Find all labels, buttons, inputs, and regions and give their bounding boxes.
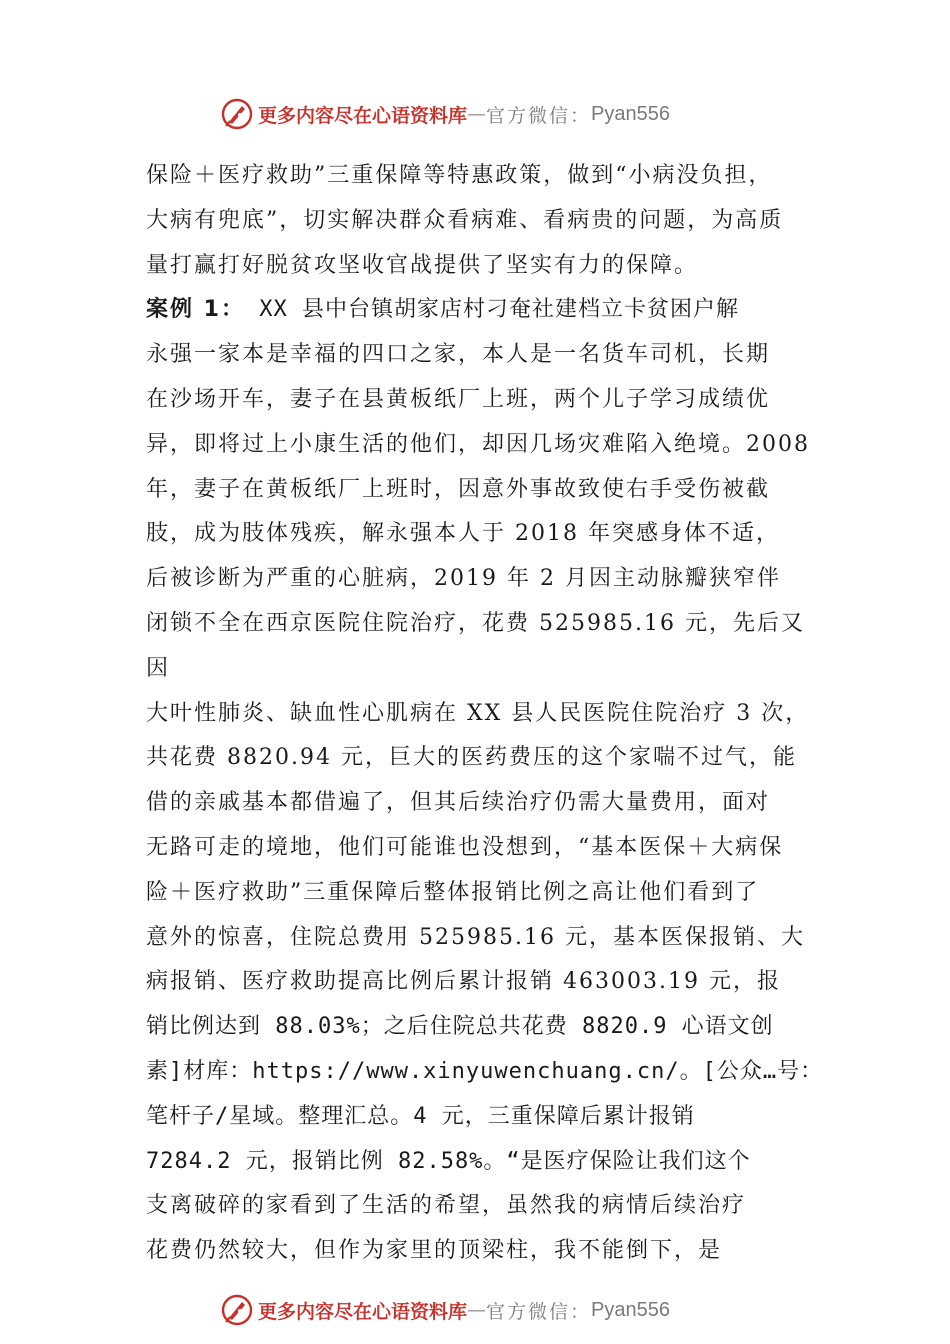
quill-pen-logo-icon xyxy=(220,97,254,131)
header-banner xyxy=(0,94,950,134)
paragraph-line: 量打赢打好脱贫攻坚收官战提供了坚实有力的保障。 xyxy=(146,252,699,278)
banner-red-text: 更多内容尽在心语资料库 xyxy=(258,1300,468,1323)
case-heading xyxy=(146,288,826,333)
case-line: 素]材库：https://www.xinyuwenchuang.cn/。[公众…号： xyxy=(146,1058,824,1084)
case-line: 病报销、医疗救助提高比例后累计报销 463003.19 元，报 xyxy=(146,969,781,995)
document-body xyxy=(146,154,826,1274)
case-line: 大叶性肺炎、缺血性心肌病在 XX 县人民医院住院治疗 3 次， xyxy=(146,700,810,726)
case-line: 笔杆子/星域。整理汇总。4 元，三重保障后累计报销 xyxy=(146,1103,695,1129)
banner-red-text: 更多内容尽在心语资料库 xyxy=(258,104,468,127)
case-line: 永强一家本是幸福的四口之家，本人是一名货车司机，长期 xyxy=(146,342,771,368)
case-line: 年，妻子在黄板纸厂上班时，因意外事故致使右手受伤被截 xyxy=(146,476,771,502)
case-line: 异，即将过上小康生活的他们，却因几场灾难陷入绝境。2008 xyxy=(146,431,810,457)
quill-pen-logo-icon xyxy=(220,1293,254,1327)
paragraph-line: 大病有兜底”，切实解决群众看病难、看病贵的问题，为高质 xyxy=(146,207,784,233)
case-line: 险＋医疗救助”三重保障后整体报销比例之高让他们看到了 xyxy=(146,879,760,905)
case-title: XX 县中台镇胡家店村刁奄社建档立卡贫困户解 xyxy=(244,297,739,323)
case-line: 因 xyxy=(146,655,171,681)
paragraph-line: 保险＋医疗救助”三重保障等特惠政策，做到“小病没负担， xyxy=(146,163,773,188)
case-line: 意外的惊喜，住院总费用 525985.16 元，基本医保报销、大 xyxy=(146,924,805,950)
banner-dash: — xyxy=(467,103,487,125)
case-line: 无路可走的境地，他们可能谁也没想到，“基本医保＋大病保 xyxy=(146,834,784,860)
banner-wechat-id: Pyan556 xyxy=(591,1298,670,1321)
case-line: 借的亲戚基本都借遍了，但其后续治疗仍需大量费用，面对 xyxy=(146,790,771,816)
banner-dash: — xyxy=(467,1299,487,1321)
case-line: 后被诊断为严重的心脏病，2019 年 2 月因主动脉瓣狭窄伴 xyxy=(146,566,781,592)
footer-banner xyxy=(0,1290,950,1330)
case-line: 花费仍然较大，但作为家里的顶梁柱，我不能倒下，是 xyxy=(146,1238,723,1264)
case-line: 共花费 8820.94 元，巨大的医药费压的这个家喘不过气，能 xyxy=(146,745,797,771)
case-label: 案例 1： xyxy=(146,297,245,323)
case-line: 7284.2 元，报销比例 82.58%。“是医疗保险让我们这个 xyxy=(146,1148,751,1174)
case-line: 肢，成为肢体残疾，解永强本人于 2018 年突感身体不适， xyxy=(146,521,780,547)
banner-gray-text: 官方微信： xyxy=(486,1300,592,1323)
banner-wechat-id: Pyan556 xyxy=(591,102,670,125)
case-line: 在沙场开车，妻子在县黄板纸厂上班，两个儿子学习成绩优 xyxy=(146,386,771,412)
case-line: 支离破碎的家看到了生活的希望，虽然我的病情后续治疗 xyxy=(146,1193,747,1219)
banner-gray-text: 官方微信： xyxy=(486,104,592,127)
case-line: 销比例达到 88.03%；之后住院总共花费 8820.9 心语文创 xyxy=(146,1014,774,1040)
case-line: 闭锁不全在西京医院住院治疗，花费 525985.16 元，先后又 xyxy=(146,610,805,636)
